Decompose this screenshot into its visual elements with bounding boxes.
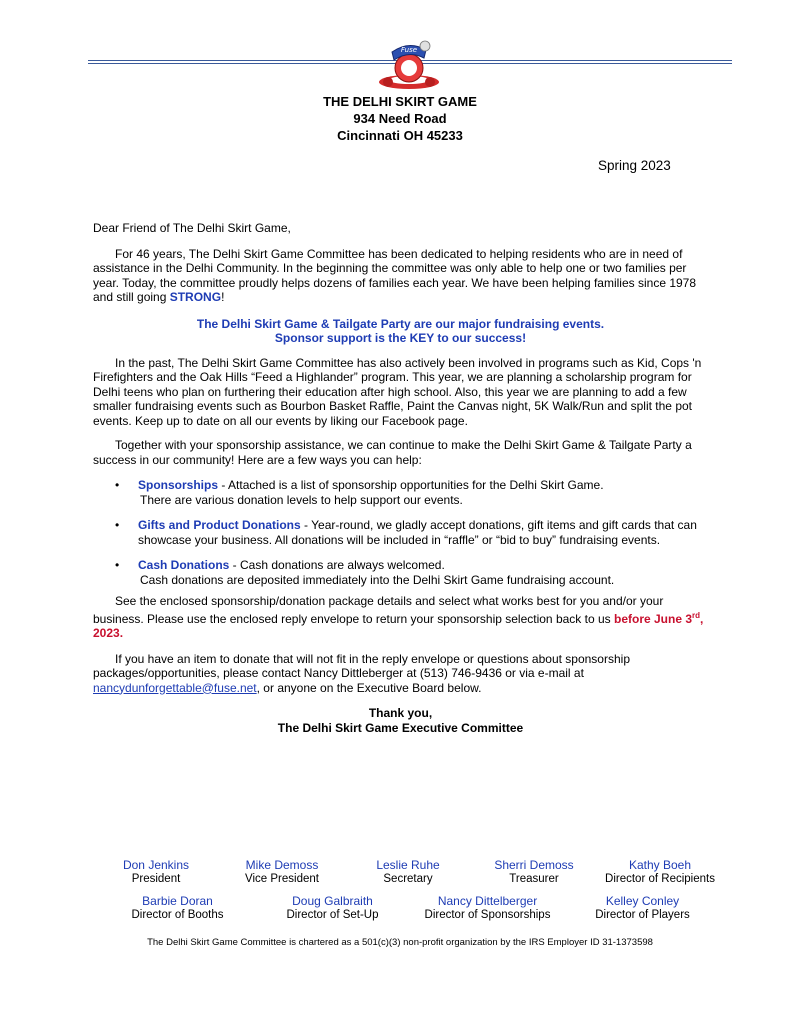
member-name: Sherri Demoss	[494, 858, 574, 872]
member-title: Director of Booths	[131, 909, 224, 921]
board-member	[93, 858, 219, 886]
email-link[interactable]: nancydunforgettable@fuse.net	[93, 680, 257, 695]
list-item	[93, 518, 708, 547]
way-title: Sponsorships	[138, 478, 219, 492]
member-name: Don Jenkins	[122, 858, 190, 872]
member-name: Doug Galbraith	[292, 894, 373, 908]
board-row-2	[100, 894, 720, 922]
member-name: Barbie Doran	[142, 894, 213, 908]
member-title: Vice President	[245, 873, 319, 885]
paragraph-contact-text: If you have an item to donate that will not fit in the reply envelope or questions about sponsorship packages/opportunities, please contact Nancy Dittleberger at (513) 746-9436 or via e-mail at	[93, 651, 630, 680]
board-member	[565, 894, 720, 922]
board-member	[100, 894, 255, 922]
deadline-suffix: rd	[692, 610, 701, 620]
member-title: Director of Sponsorships	[424, 909, 551, 921]
way-text: - Attached is a list of sponsorship opportunities for the Delhi Skirt Game.	[218, 478, 604, 492]
member-title: Treasurer	[509, 873, 559, 885]
bullet-icon: •	[115, 478, 120, 492]
letterhead	[0, 93, 791, 144]
board-member	[219, 858, 345, 886]
way-text: - Cash donations are always welcomed.	[229, 558, 445, 572]
footer-note: The Delhi Skirt Game Committee is chartered as a 501(c)(3) non-profit organization by the IRS Employer ID 31-1373598	[147, 937, 653, 948]
way-subtext: There are various donation levels to help support our events.	[140, 492, 463, 507]
board-row-1	[93, 858, 723, 886]
deadline-date: before June 3	[613, 611, 693, 626]
board-member	[255, 894, 410, 922]
baseball-fuse-logo-icon	[376, 38, 442, 92]
member-title: Director of Set-Up	[286, 909, 379, 921]
paragraph-together: Together with your sponsorship assistance, we can continue to make the Delhi Skirt Game & Tailgate Party a success in our community! Here are a few ways you can help:	[93, 438, 692, 467]
list-item	[93, 558, 708, 587]
list-item	[93, 478, 708, 507]
paragraph-history-end: !	[221, 290, 225, 304]
board-member	[345, 858, 471, 886]
org-name: THE DELHI SKIRT GAME	[323, 94, 477, 109]
salutation: Dear Friend of The Delhi Skirt Game,	[93, 221, 291, 235]
member-name: Mike Demoss	[245, 858, 319, 872]
member-name: Kelley Conley	[605, 894, 680, 908]
deadline-year: , 2023.	[93, 611, 704, 640]
member-title: Director of Players	[595, 909, 690, 921]
signoff-line-1: Thank you,	[368, 706, 433, 720]
way-title: Cash Donations	[138, 558, 230, 572]
board-member	[410, 894, 565, 922]
street-address: 934 Need Road	[353, 111, 447, 126]
paragraph-enclosed	[93, 594, 708, 641]
bullet-icon: •	[115, 518, 120, 532]
paragraph-history	[93, 247, 708, 305]
bullet-icon: •	[115, 558, 120, 572]
paragraph-contact	[93, 652, 708, 696]
way-title: Gifts and Product Donations	[138, 518, 301, 532]
member-name: Leslie Ruhe	[376, 858, 440, 872]
city-address: Cincinnati OH 45233	[337, 128, 463, 143]
paragraph-programs: In the past, The Delhi Skirt Game Committee has also actively been involved in programs such as Kid, Cops 'n Firefighters and the Oak Hills “Feed a Highlander” program. This year, we are planning a scholarship program for Delhi teens who plan on furthering their education after high school. Also, this year we are planning to add a few smaller fundraising events such as Bourbon Basket Raffle, Paint the Canvas night, 5K Walk/Run and split the pot events. Keep up to date on all our events by liking our Facebook page.	[93, 355, 702, 428]
paragraph-history-text: For 46 years, The Delhi Skirt Game Committee has been dedicated to helping residents who are in need of assistance in the Delhi Community. In the beginning the committee was only able to help one or two families per year. Today, the committee proudly helps dozens of families each year. We have been helping families since 1978 and still going	[93, 246, 697, 304]
paragraph-contact-end: , or anyone on the Executive Board below.	[256, 680, 482, 695]
member-name: Nancy Dittelberger	[437, 894, 538, 908]
board-member	[471, 858, 597, 886]
paragraph-enclosed-text: See the enclosed sponsorship/donation package details and select what works best for you and/or your business. Please use the enclosed reply envelope to return your sponsorship selection back to us	[93, 594, 664, 626]
signoff	[93, 706, 708, 735]
letter-date: Spring 2023	[598, 158, 671, 173]
board-member	[597, 858, 723, 886]
letter-body	[93, 221, 708, 735]
member-title: Director of Recipients	[605, 873, 715, 885]
callout-line-1: The Delhi Skirt Game & Tailgate Party are our major fundraising events.	[196, 316, 605, 331]
strong-word: STRONG	[169, 290, 222, 304]
member-title: President	[131, 873, 181, 885]
way-subtext: Cash donations are deposited immediately into the Delhi Skirt Game fundraising account.	[140, 572, 615, 587]
callout-line-2: Sponsor support is the KEY to our success!	[274, 331, 527, 345]
member-name: Kathy Boeh	[628, 858, 692, 872]
way-text: - Year-round, we gladly accept donations, gift items and gift cards that can showcase your business. All donations will be included in “raffle” or “bid to buy” fundraising events.	[138, 518, 697, 547]
ways-to-help-list	[93, 478, 708, 587]
callout	[93, 317, 708, 346]
member-title: Secretary	[383, 873, 433, 885]
signoff-line-2: The Delhi Skirt Game Executive Committee	[277, 720, 524, 735]
logo-text: Fuse	[400, 46, 418, 54]
